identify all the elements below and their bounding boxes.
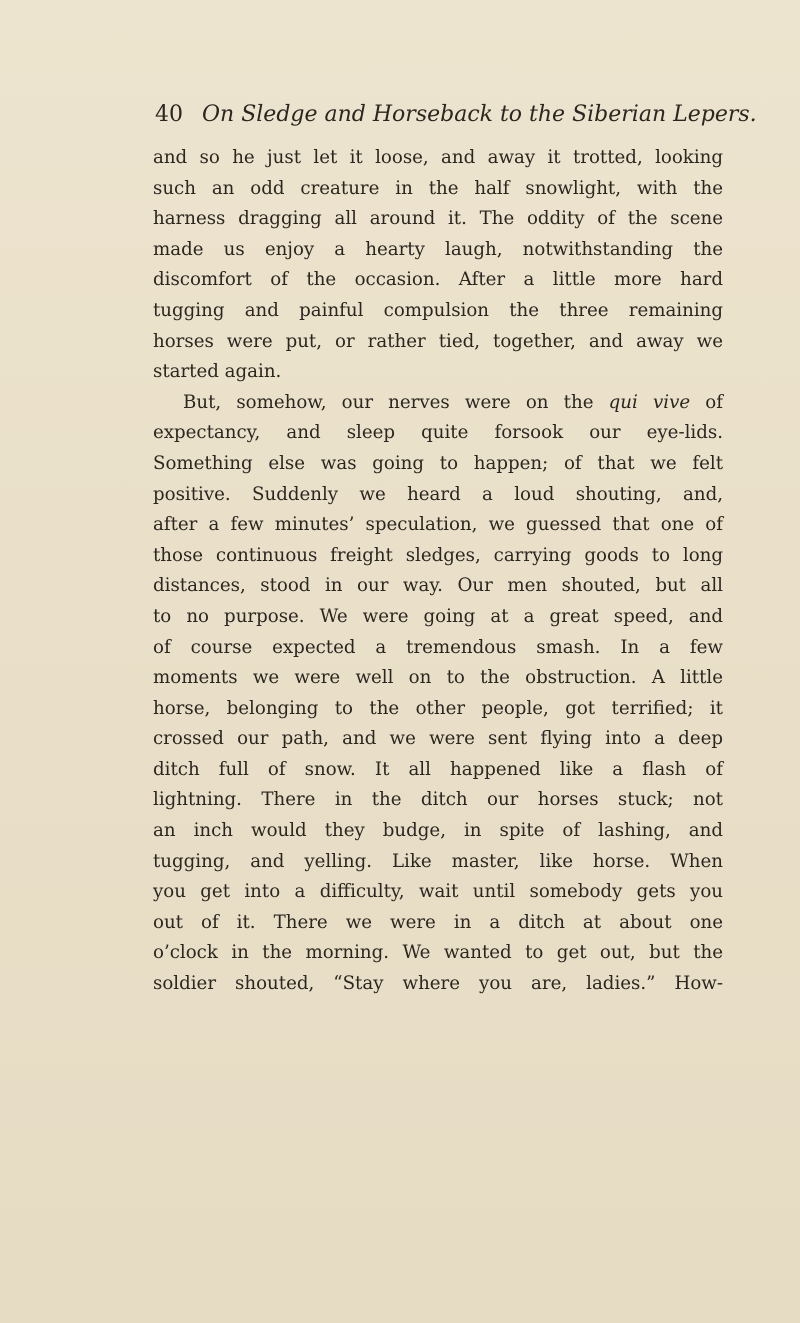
text-line: distances, stood in our way. Our men shouted, but all bbox=[153, 575, 723, 597]
running-title: On Sledge and Horseback to the Siberian Lepers. bbox=[202, 102, 757, 127]
text-line: moments we were well on to the obstruction. A little bbox=[153, 667, 723, 689]
text-line: lightning. There in the ditch our horses stuck; not bbox=[153, 789, 723, 811]
text-line: out of it. There we were in a ditch at about one bbox=[153, 911, 723, 933]
body-text bbox=[153, 143, 723, 1000]
text-line: an inch would they budge, in spite of lashing, and bbox=[153, 820, 723, 842]
text-line: harness dragging all around it. The oddity of the scene bbox=[153, 208, 723, 230]
text-line: tugging and painful compulsion the three remaining bbox=[153, 299, 723, 321]
text-line bbox=[153, 388, 723, 419]
text-line: ditch full of snow. It all happened like a flash of bbox=[153, 758, 723, 780]
text-line: crossed our path, and we were sent flying into a deep bbox=[153, 728, 723, 750]
text-line: made us enjoy a hearty laugh, notwithstanding the bbox=[153, 238, 723, 260]
text-line: expectancy, and sleep quite forsook our eye-lids. bbox=[153, 422, 723, 444]
running-head bbox=[155, 98, 757, 132]
text-line: positive. Suddenly we heard a loud shouting, and, bbox=[153, 483, 723, 505]
text-line: horse, belonging to the other people, got terrified; it bbox=[153, 697, 723, 719]
text-line: to no purpose. We were going at a great speed, and bbox=[153, 605, 723, 627]
text-line: started again. bbox=[153, 361, 282, 383]
text-line: such an odd creature in the half snowlight, with the bbox=[153, 177, 723, 199]
text-line: horses were put, or rather tied, together, and away we bbox=[153, 330, 723, 352]
text-line: after a few minutes’ speculation, we guessed that one of bbox=[153, 514, 723, 536]
text-line: of course expected a tremendous smash. In a few bbox=[153, 636, 723, 658]
text-segment: of bbox=[705, 391, 723, 413]
text-line: tugging, and yelling. Like master, like horse. When bbox=[153, 850, 723, 872]
text-line: those continuous freight sledges, carrying goods to long bbox=[153, 544, 723, 566]
text-line: o’clock in the morning. We wanted to get out, but the bbox=[153, 942, 723, 964]
text-segment: But, somehow, our nerves were on the bbox=[183, 391, 594, 413]
italic-phrase: qui vive bbox=[608, 391, 691, 413]
text-line: discomfort of the occasion. After a little more hard bbox=[153, 269, 723, 291]
text-line: Something else was going to happen; of that we felt bbox=[153, 452, 723, 474]
page-number: 40 bbox=[155, 102, 183, 127]
text-line: and so he just let it loose, and away it trotted, looking bbox=[153, 147, 723, 168]
text-line: soldier shouted, “Stay where you are, ladies.” How- bbox=[153, 973, 723, 995]
text-line: you get into a difficulty, wait until somebody gets you bbox=[153, 881, 723, 903]
